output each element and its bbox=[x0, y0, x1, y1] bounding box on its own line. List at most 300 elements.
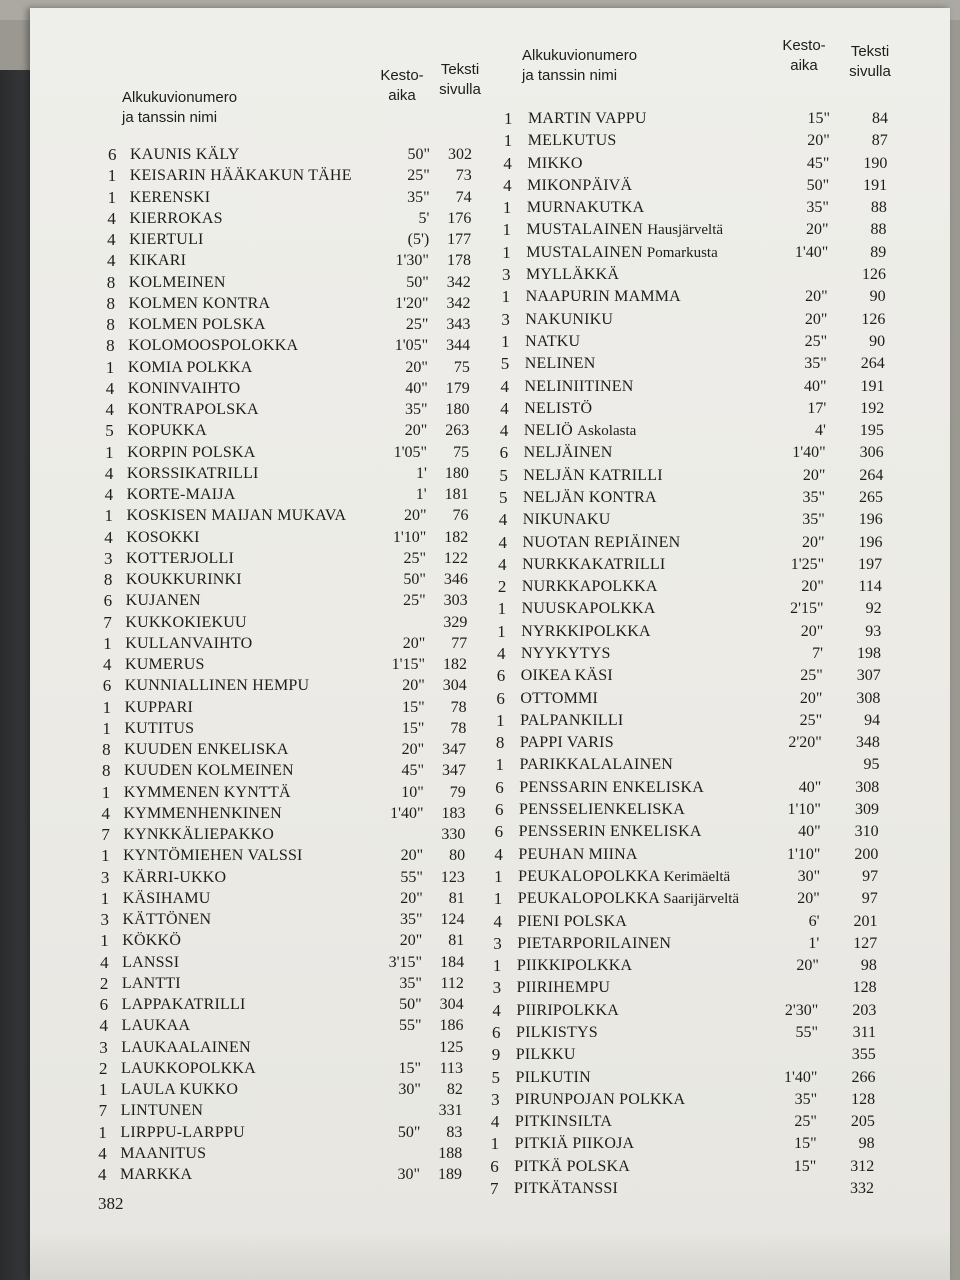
figure-number: 1 bbox=[502, 242, 511, 262]
dance-name-cell bbox=[128, 314, 265, 336]
duration: 35" bbox=[407, 188, 430, 206]
right-page-header bbox=[840, 42, 900, 82]
figure-number: 4 bbox=[100, 952, 109, 972]
figure-number: 3 bbox=[491, 1089, 500, 1109]
text-page: 195 bbox=[859, 422, 884, 440]
figure-number: 6 bbox=[492, 1022, 501, 1042]
figure-number: 4 bbox=[500, 376, 509, 396]
dance-name-cell bbox=[519, 777, 704, 799]
dance-name: PITKÄ POLSKA bbox=[514, 1157, 631, 1175]
dance-name: MARKKA bbox=[120, 1166, 193, 1183]
figure-number: 5 bbox=[500, 354, 510, 374]
duration: 20" bbox=[799, 689, 823, 707]
figure-number: 1 bbox=[100, 888, 110, 908]
figure-number: 4 bbox=[107, 230, 116, 249]
figure-number: 1 bbox=[102, 697, 112, 717]
text-page: 308 bbox=[855, 778, 880, 796]
dance-name-cell bbox=[522, 554, 665, 576]
dance-name-cell bbox=[128, 399, 259, 421]
duration: 15" bbox=[793, 1157, 817, 1175]
duration: 25" bbox=[800, 667, 823, 685]
duration: (5') bbox=[407, 231, 430, 248]
dance-origin-note: Kerimäeltä bbox=[663, 868, 731, 885]
duration: 25" bbox=[407, 167, 430, 185]
duration: 20" bbox=[801, 533, 825, 551]
figure-number: 4 bbox=[493, 911, 502, 931]
figure-number: 6 bbox=[496, 666, 506, 686]
dance-name-cell bbox=[525, 376, 634, 398]
dance-name: KUUDEN KOLMEINEN bbox=[123, 762, 294, 780]
dance-name-cell bbox=[522, 576, 658, 598]
dance-name: KÖKKÖ bbox=[122, 932, 182, 950]
left-name-header bbox=[122, 88, 237, 128]
duration: 45" bbox=[401, 762, 424, 780]
left-name-header-line2: ja tanssin nimi bbox=[122, 109, 218, 126]
dance-name: PEUKALOPOLKKA bbox=[517, 890, 660, 908]
dance-name-cell bbox=[125, 654, 205, 676]
dance-name-cell bbox=[126, 548, 234, 570]
duration: 20" bbox=[402, 634, 426, 652]
text-page: 74 bbox=[455, 188, 472, 206]
duration: 40" bbox=[798, 823, 821, 841]
duration: 2'30" bbox=[784, 1001, 819, 1019]
figure-number: 3 bbox=[493, 933, 502, 953]
duration: 5' bbox=[418, 209, 430, 227]
duration: 1'10" bbox=[392, 528, 427, 546]
dance-name-cell bbox=[123, 888, 211, 910]
text-page: 181 bbox=[444, 486, 469, 503]
dance-name: LIRPPU-LARPPU bbox=[120, 1123, 245, 1141]
text-page: 183 bbox=[441, 804, 466, 822]
dance-name: KÄRRI-UKKO bbox=[122, 868, 227, 886]
duration: 25" bbox=[405, 316, 429, 333]
duration: 20" bbox=[400, 847, 424, 865]
dance-name-cell bbox=[514, 1156, 630, 1178]
text-page: 186 bbox=[439, 1017, 464, 1035]
text-page: 126 bbox=[861, 266, 886, 284]
figure-number: 4 bbox=[101, 803, 111, 823]
text-page: 113 bbox=[439, 1059, 464, 1077]
text-page: 112 bbox=[440, 974, 464, 992]
right-duration-header-line1: Kesto- bbox=[782, 37, 826, 54]
left-duration-header-line1: Kesto- bbox=[380, 67, 424, 84]
figure-number: 1 bbox=[103, 633, 112, 653]
duration: 40" bbox=[405, 379, 428, 397]
duration: 1' bbox=[415, 486, 427, 503]
duration: 35" bbox=[806, 199, 829, 217]
duration: 10" bbox=[401, 783, 424, 801]
figure-number: 6 bbox=[495, 777, 504, 797]
dance-name-cell bbox=[129, 250, 186, 272]
text-page: 188 bbox=[438, 1144, 463, 1162]
duration: 20" bbox=[805, 288, 828, 306]
text-page: 73 bbox=[455, 167, 472, 185]
text-page: 75 bbox=[453, 443, 470, 461]
dance-name: KERENSKI bbox=[129, 188, 211, 206]
dance-name: OIKEA KÄSI bbox=[520, 667, 613, 685]
text-page: 123 bbox=[440, 868, 465, 886]
dance-name: KOPUKKA bbox=[127, 422, 207, 440]
duration: 20" bbox=[800, 622, 824, 640]
dance-name: PIETARPORILAINEN bbox=[517, 934, 672, 952]
dance-name-cell bbox=[518, 888, 739, 910]
text-page: 347 bbox=[442, 741, 467, 758]
duration: 2'15" bbox=[790, 600, 824, 618]
text-page: 94 bbox=[864, 711, 881, 729]
dance-name-cell bbox=[122, 952, 179, 974]
figure-number: 3 bbox=[492, 978, 502, 998]
text-page: 344 bbox=[446, 337, 471, 355]
duration: 20" bbox=[796, 957, 819, 975]
dance-name: PEUKALOPOLKKA bbox=[518, 867, 660, 885]
dance-name: MAANITUS bbox=[120, 1144, 207, 1162]
dance-name: NYRKKIPOLKKA bbox=[521, 622, 651, 640]
text-page: 88 bbox=[870, 199, 887, 217]
dance-name-cell bbox=[121, 1100, 203, 1122]
dance-name-cell bbox=[527, 153, 582, 175]
dance-name-cell bbox=[129, 208, 222, 230]
duration: 17' bbox=[807, 399, 827, 417]
duration: 35" bbox=[804, 355, 827, 373]
text-page: 80 bbox=[449, 847, 466, 865]
figure-number: 3 bbox=[501, 265, 511, 285]
duration: 50" bbox=[407, 146, 430, 163]
text-page: 124 bbox=[440, 911, 465, 928]
duration: 1'25" bbox=[790, 555, 825, 573]
dance-name: KOTTERJOLLI bbox=[126, 549, 235, 567]
dance-name-cell bbox=[130, 165, 352, 187]
dance-name-cell bbox=[129, 272, 226, 294]
dance-name-cell bbox=[524, 420, 636, 442]
dance-name-cell bbox=[526, 242, 718, 264]
dance-name-cell bbox=[522, 598, 656, 620]
dance-name-cell bbox=[127, 442, 255, 464]
figure-number: 4 bbox=[492, 1000, 501, 1020]
dance-name: KOSOKKI bbox=[126, 528, 200, 546]
dance-origin-note: Askolasta bbox=[577, 423, 637, 440]
text-page: 266 bbox=[851, 1068, 876, 1086]
text-page: 82 bbox=[446, 1081, 463, 1098]
book-page bbox=[30, 8, 950, 1280]
dance-name-cell bbox=[123, 909, 212, 931]
duration: 1'40" bbox=[794, 243, 829, 261]
figure-number: 8 bbox=[106, 293, 116, 313]
dance-name: PITKINSILTA bbox=[514, 1113, 613, 1131]
text-page: 342 bbox=[446, 273, 471, 291]
dance-name: PILKISTYS bbox=[516, 1023, 598, 1041]
dance-name-cell bbox=[124, 803, 282, 825]
figure-number: 6 bbox=[103, 591, 113, 611]
dance-name-cell bbox=[523, 509, 611, 531]
figure-number: 1 bbox=[98, 1122, 107, 1142]
dance-name-cell bbox=[518, 844, 637, 866]
dance-name: KYNTÖMIEHEN VALSSI bbox=[123, 847, 303, 865]
dance-name-cell bbox=[527, 197, 645, 219]
dance-name-cell bbox=[515, 1133, 635, 1155]
dance-name-cell bbox=[525, 353, 596, 375]
dance-name: KIKARI bbox=[128, 252, 187, 270]
dance-name: PAPPI VARIS bbox=[519, 734, 614, 752]
duration: 50" bbox=[406, 273, 429, 291]
duration: 1' bbox=[808, 934, 820, 952]
dance-name-cell bbox=[521, 643, 611, 665]
duration: 20" bbox=[404, 422, 428, 440]
text-page: 190 bbox=[863, 154, 888, 172]
dance-name-cell bbox=[520, 732, 614, 754]
dance-name-cell bbox=[525, 331, 580, 353]
duration: 6' bbox=[808, 912, 820, 930]
dance-name: KIERROKAS bbox=[129, 209, 223, 227]
duration: 30" bbox=[797, 867, 821, 885]
dance-name: PILKUTIN bbox=[515, 1068, 591, 1086]
duration: 25" bbox=[799, 711, 823, 729]
right-name-header-line1: Alkukuvionumero bbox=[522, 47, 638, 64]
text-page: 81 bbox=[448, 889, 465, 907]
text-page: 114 bbox=[858, 578, 882, 596]
figure-number: 7 bbox=[98, 1101, 108, 1121]
duration: 1'05" bbox=[393, 443, 428, 461]
figure-number: 1 bbox=[494, 866, 503, 886]
duration: 20" bbox=[402, 677, 425, 695]
dance-name: MUSTALAINEN bbox=[526, 221, 644, 239]
text-page: 90 bbox=[869, 332, 886, 350]
dance-name-cell bbox=[520, 688, 598, 710]
dance-name: PIIRIPOLKKA bbox=[516, 1001, 619, 1019]
duration: 1'20" bbox=[395, 294, 429, 312]
dance-name-cell bbox=[125, 675, 309, 697]
figure-number: 1 bbox=[502, 198, 512, 218]
dance-name-cell bbox=[129, 229, 203, 251]
dance-name-cell bbox=[125, 633, 252, 655]
text-page: 76 bbox=[452, 507, 469, 525]
dance-name-cell bbox=[122, 973, 181, 995]
text-page: 93 bbox=[865, 622, 882, 640]
text-page: 264 bbox=[860, 355, 885, 373]
left-page-header bbox=[430, 60, 490, 100]
figure-number: 4 bbox=[498, 554, 507, 574]
text-page: 179 bbox=[445, 379, 470, 397]
text-page: 87 bbox=[871, 132, 888, 150]
dance-name: KOSKISEN MAIJAN MUKAVA bbox=[126, 507, 347, 525]
duration: 1'10" bbox=[787, 801, 821, 819]
text-page: 81 bbox=[448, 932, 465, 950]
figure-number: 6 bbox=[494, 800, 504, 820]
text-page: 83 bbox=[446, 1123, 463, 1141]
dance-name-cell bbox=[522, 532, 680, 554]
text-page: 329 bbox=[443, 613, 468, 631]
dance-name-cell bbox=[518, 866, 730, 888]
figure-number: 8 bbox=[106, 272, 116, 292]
text-page: 311 bbox=[852, 1023, 877, 1041]
dance-name: KOLOMOOSPOLOKKA bbox=[128, 337, 299, 355]
right-page-header-line1: Teksti bbox=[850, 43, 890, 60]
left-name-header-line1: Alkukuvionumero bbox=[122, 89, 238, 106]
dance-name: MELKUTUS bbox=[527, 132, 617, 150]
dance-name: NELJÄINEN bbox=[523, 444, 613, 462]
dance-name-cell bbox=[527, 175, 632, 197]
figure-number: 1 bbox=[503, 131, 513, 151]
dance-origin-note: Pomarkusta bbox=[646, 244, 718, 261]
dance-name: KUKKOKIEKUU bbox=[125, 613, 247, 631]
figure-number: 4 bbox=[500, 398, 509, 418]
text-page: 205 bbox=[850, 1113, 875, 1131]
text-page: 342 bbox=[446, 294, 471, 312]
dance-name: KOUKKURINKI bbox=[125, 571, 242, 588]
text-page: 180 bbox=[445, 401, 470, 418]
duration: 25" bbox=[403, 592, 426, 610]
dance-name: PENSSERIN ENKELISKA bbox=[518, 823, 702, 841]
figure-number: 7 bbox=[101, 825, 110, 844]
text-page: 331 bbox=[438, 1102, 463, 1120]
dance-name: NIKUNAKU bbox=[522, 511, 611, 529]
figure-number: 4 bbox=[104, 463, 114, 483]
duration: 50" bbox=[399, 996, 422, 1013]
figure-number: 2 bbox=[497, 577, 507, 597]
text-page: 77 bbox=[451, 634, 468, 652]
duration: 40" bbox=[803, 377, 827, 395]
text-page: 304 bbox=[442, 677, 467, 695]
figure-number: 1 bbox=[504, 109, 513, 128]
dance-name-cell bbox=[516, 1000, 619, 1022]
dance-name-cell bbox=[520, 710, 623, 732]
dance-name-cell bbox=[517, 933, 671, 955]
dance-name: NELJÄN KONTRA bbox=[523, 488, 657, 506]
text-page: 176 bbox=[447, 209, 472, 227]
dance-name-cell bbox=[128, 357, 253, 379]
dance-name: PARIKKALALAINEN bbox=[519, 756, 674, 774]
text-page: 191 bbox=[860, 377, 885, 395]
figure-number: 1 bbox=[100, 931, 109, 951]
text-page: 97 bbox=[862, 867, 879, 885]
dance-name: KORSSIKATRILLI bbox=[126, 464, 259, 482]
dance-name-cell bbox=[122, 994, 246, 1016]
dance-name: MYLLÄKKÄ bbox=[525, 266, 620, 284]
dance-name-cell bbox=[519, 799, 685, 821]
text-page: 264 bbox=[859, 466, 884, 484]
figure-number: 1 bbox=[497, 621, 506, 641]
duration: 1'10" bbox=[786, 845, 821, 863]
text-page: 95 bbox=[863, 756, 880, 774]
text-page: 177 bbox=[447, 231, 472, 248]
text-page: 182 bbox=[443, 656, 467, 673]
text-page: 184 bbox=[440, 953, 465, 971]
figure-number: 1 bbox=[107, 187, 117, 207]
figure-number: 6 bbox=[499, 443, 509, 463]
figure-number: 4 bbox=[103, 655, 112, 674]
dance-name: PILKKU bbox=[515, 1046, 576, 1064]
duration: 1' bbox=[415, 464, 427, 482]
dance-name-cell bbox=[517, 977, 611, 999]
text-page: 128 bbox=[851, 1090, 876, 1108]
figure-number: 8 bbox=[106, 315, 115, 334]
duration: 35" bbox=[399, 974, 422, 992]
figure-number: 8 bbox=[103, 570, 113, 589]
duration: 15" bbox=[402, 698, 425, 716]
dance-name: KONTRAPOLSKA bbox=[127, 401, 259, 418]
figure-number: 4 bbox=[105, 400, 114, 419]
duration: 30" bbox=[398, 1081, 421, 1098]
dance-name-cell bbox=[121, 1058, 256, 1080]
duration: 25" bbox=[794, 1113, 817, 1131]
dance-name: NELINIITINEN bbox=[524, 377, 634, 395]
text-page: 308 bbox=[856, 689, 881, 707]
dance-name-cell bbox=[524, 442, 613, 464]
duration: 35" bbox=[802, 511, 825, 529]
figure-number: 3 bbox=[100, 867, 110, 887]
dance-name: NELINEN bbox=[524, 355, 596, 373]
dance-name: KORTE-MAIJA bbox=[126, 486, 236, 503]
duration: 15" bbox=[401, 719, 425, 737]
dance-name-cell bbox=[521, 665, 613, 687]
dance-name-cell bbox=[121, 1037, 251, 1059]
figure-number: 3 bbox=[104, 548, 113, 568]
text-page: 355 bbox=[851, 1046, 876, 1064]
dance-name-cell bbox=[129, 293, 271, 315]
duration: 1'05" bbox=[394, 337, 429, 355]
duration: 3'15" bbox=[388, 953, 423, 971]
text-page: 125 bbox=[439, 1038, 464, 1056]
text-page: 343 bbox=[446, 316, 471, 333]
dance-name: NUOTAN REPIÄINEN bbox=[522, 533, 681, 551]
dance-name: PIRUNPOJAN POLKKA bbox=[515, 1090, 686, 1108]
figure-number: 1 bbox=[101, 846, 110, 866]
text-page: 92 bbox=[865, 600, 882, 618]
text-page: 98 bbox=[858, 1135, 875, 1153]
dance-name: KÄSIHAMU bbox=[122, 889, 211, 907]
duration: 45" bbox=[806, 154, 830, 172]
figure-number: 2 bbox=[99, 973, 109, 993]
figure-number: 4 bbox=[498, 510, 508, 530]
text-page: 182 bbox=[444, 528, 469, 546]
dance-name: NELJÄN KATRILLI bbox=[523, 466, 663, 484]
duration: 2'20" bbox=[788, 734, 822, 752]
dance-name-cell bbox=[527, 219, 723, 241]
figure-number: 5 bbox=[499, 487, 508, 507]
dance-name-cell bbox=[120, 1122, 244, 1144]
dance-name-cell bbox=[516, 1022, 598, 1044]
dance-name-cell bbox=[528, 108, 647, 130]
dance-name-cell bbox=[126, 505, 346, 527]
figure-number: 1 bbox=[490, 1134, 500, 1154]
text-page: 191 bbox=[863, 176, 888, 194]
figure-number: 6 bbox=[102, 676, 112, 696]
text-page: 302 bbox=[448, 146, 472, 163]
dance-name: KÄTTÖNEN bbox=[122, 911, 212, 928]
figure-number: 1 bbox=[105, 357, 115, 377]
figure-number: 8 bbox=[102, 740, 111, 759]
dance-name-cell bbox=[517, 955, 632, 977]
dance-name-cell bbox=[121, 1015, 190, 1037]
dance-name: PITKÄTANSSI bbox=[514, 1180, 619, 1197]
dance-name: KOLMEN POLSKA bbox=[128, 316, 266, 333]
dance-name: MIKONPÄIVÄ bbox=[527, 176, 633, 194]
dance-name: KUUDEN ENKELISKA bbox=[124, 741, 289, 758]
duration: 20" bbox=[405, 358, 428, 376]
duration: 20" bbox=[802, 466, 826, 484]
dance-name: PEUHAN MIINA bbox=[518, 845, 638, 863]
figure-number: 4 bbox=[105, 378, 115, 398]
right-page-header-line2: sivulla bbox=[849, 63, 891, 80]
dance-name: NURKKAPOLKKA bbox=[521, 578, 658, 596]
figure-number: 8 bbox=[106, 336, 115, 356]
dance-name: PIENI POLSKA bbox=[517, 912, 628, 930]
dance-name: MUSTALAINEN bbox=[526, 243, 643, 261]
figure-number: 1 bbox=[501, 331, 510, 351]
duration: 15" bbox=[398, 1059, 422, 1077]
text-page: 198 bbox=[857, 645, 881, 662]
figure-number: 4 bbox=[490, 1112, 500, 1132]
left-duration-header-line2: aika bbox=[388, 87, 416, 104]
